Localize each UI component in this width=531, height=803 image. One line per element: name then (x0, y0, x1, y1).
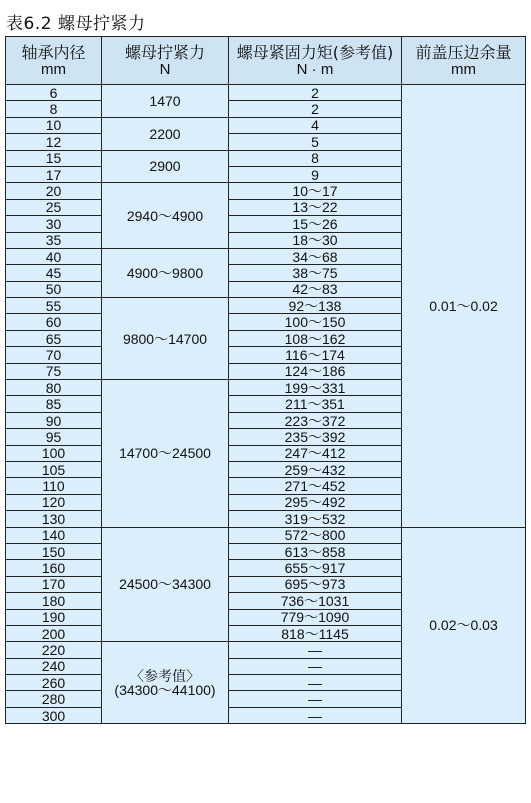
tightening-force-cell (102, 85, 229, 118)
bore-diameter-cell: 65 (6, 330, 102, 346)
bore-diameter-cell: 75 (6, 363, 102, 379)
table-header (6, 37, 526, 85)
bore-diameter-cell: 240 (6, 658, 102, 674)
bore-diameter-cell: 150 (6, 543, 102, 559)
header-label: 前盖压边余量 (415, 42, 512, 62)
bore-diameter-cell: 25 (6, 199, 102, 215)
header-bore-diameter (6, 37, 102, 85)
cover-margin-cell: 0.01～0.02 (402, 85, 526, 528)
bore-diameter-cell: 40 (6, 248, 102, 264)
torque-cell: 295～492 (229, 494, 402, 510)
tightening-force-cell (102, 642, 229, 724)
torque-cell: 247～412 (229, 445, 402, 461)
tightening-force-value: 〈参考值〉 (130, 667, 200, 684)
tightening-force-value: 14700～24500 (119, 445, 211, 462)
cover-margin-cell: 0.02～0.03 (402, 527, 526, 724)
torque-cell: 4 (229, 117, 402, 133)
bore-diameter-cell: 110 (6, 478, 102, 494)
header-torque (229, 37, 402, 85)
tightening-force-cell (102, 248, 229, 297)
torque-cell: 15～26 (229, 216, 402, 232)
tightening-force-value: 2940～4900 (126, 207, 204, 224)
torque-cell: 92～138 (229, 298, 402, 314)
bore-diameter-cell: 70 (6, 347, 102, 363)
bore-diameter-cell: 200 (6, 625, 102, 641)
torque-cell: 211～351 (229, 396, 402, 412)
table-caption: 表6.2 螺母拧紧力 (6, 14, 146, 34)
header-label: 螺母拧紧力 (124, 42, 205, 62)
torque-cell: 779～1090 (229, 609, 402, 625)
bore-diameter-cell: 17 (6, 166, 102, 182)
tightening-force-value: 1470 (149, 92, 181, 109)
bore-diameter-cell: 260 (6, 675, 102, 691)
bore-diameter-cell: 140 (6, 527, 102, 543)
header-label: 螺母紧固力矩(参考值) (236, 42, 394, 62)
torque-cell: 259～432 (229, 461, 402, 477)
nut-tightening-table (5, 36, 526, 724)
bore-diameter-cell: 60 (6, 314, 102, 330)
bore-diameter-cell: 95 (6, 429, 102, 445)
bore-diameter-cell: 30 (6, 216, 102, 232)
bore-diameter-cell: 160 (6, 560, 102, 576)
tightening-force-value: (34300～44100) (114, 681, 216, 698)
bore-diameter-cell: 280 (6, 691, 102, 707)
torque-cell: — (229, 658, 402, 674)
bore-diameter-cell: 190 (6, 609, 102, 625)
torque-cell: 13～22 (229, 199, 402, 215)
bore-diameter-cell: 170 (6, 576, 102, 592)
bore-diameter-cell: 120 (6, 494, 102, 510)
torque-cell: 736～1031 (229, 593, 402, 609)
torque-cell: — (229, 691, 402, 707)
bore-diameter-cell: 55 (6, 298, 102, 314)
torque-cell: — (229, 707, 402, 723)
torque-cell: 572～800 (229, 527, 402, 543)
table-body (6, 85, 526, 724)
bore-diameter-cell: 10 (6, 117, 102, 133)
bore-diameter-cell: 300 (6, 707, 102, 723)
bore-diameter-cell: 80 (6, 380, 102, 396)
tightening-force-cell (102, 150, 229, 183)
header-unit: N (159, 60, 171, 78)
torque-cell: 8 (229, 150, 402, 166)
torque-cell: 42～83 (229, 281, 402, 297)
torque-cell: 613～858 (229, 543, 402, 559)
torque-cell: 199～331 (229, 380, 402, 396)
tightening-force-cell (102, 117, 229, 150)
torque-cell: 2 (229, 85, 402, 101)
bore-diameter-cell: 8 (6, 101, 102, 117)
header-unit: mm (451, 60, 476, 78)
tightening-force-value: 2200 (149, 125, 181, 142)
bore-diameter-cell: 20 (6, 183, 102, 199)
torque-cell: 319～532 (229, 511, 402, 527)
tightening-force-value: 4900～9800 (126, 264, 204, 281)
torque-cell: 9 (229, 166, 402, 182)
bore-diameter-cell: 45 (6, 265, 102, 281)
header-row (6, 37, 526, 85)
table-row (6, 85, 526, 101)
tightening-force-cell (102, 380, 229, 528)
tightening-force-value: 2900 (149, 158, 181, 175)
tightening-force-cell (102, 183, 229, 249)
bore-diameter-cell: 90 (6, 412, 102, 428)
header-label: 轴承内径 (21, 42, 86, 62)
torque-cell: 818～1145 (229, 625, 402, 641)
torque-cell: 100～150 (229, 314, 402, 330)
torque-cell: 38～75 (229, 265, 402, 281)
torque-cell: 2 (229, 101, 402, 117)
bore-diameter-cell: 100 (6, 445, 102, 461)
torque-cell: 271～452 (229, 478, 402, 494)
bore-diameter-cell: 85 (6, 396, 102, 412)
tightening-force-value: 24500～34300 (119, 576, 211, 593)
torque-cell: 34～68 (229, 248, 402, 264)
tightening-force-value: 9800～14700 (122, 330, 208, 347)
torque-cell: 116～174 (229, 347, 402, 363)
torque-cell: — (229, 675, 402, 691)
bore-diameter-cell: 6 (6, 85, 102, 101)
tightening-force-cell (102, 527, 229, 642)
table-row (6, 527, 526, 543)
torque-cell: 124～186 (229, 363, 402, 379)
torque-cell: 223～372 (229, 412, 402, 428)
bore-diameter-cell: 180 (6, 593, 102, 609)
bore-diameter-cell: 105 (6, 461, 102, 477)
header-unit: mm (41, 60, 66, 78)
torque-cell: 235～392 (229, 429, 402, 445)
torque-cell: 695～973 (229, 576, 402, 592)
bore-diameter-cell: 50 (6, 281, 102, 297)
bore-diameter-cell: 12 (6, 134, 102, 150)
torque-cell: 18～30 (229, 232, 402, 248)
torque-cell: 108～162 (229, 330, 402, 346)
bore-diameter-cell: 15 (6, 150, 102, 166)
torque-cell: — (229, 642, 402, 658)
torque-cell: 5 (229, 134, 402, 150)
bore-diameter-cell: 35 (6, 232, 102, 248)
header-cover-margin (402, 37, 526, 85)
bore-diameter-cell: 130 (6, 511, 102, 527)
torque-cell: 655～917 (229, 560, 402, 576)
header-unit: N · m (296, 60, 334, 78)
header-tightening-force (102, 37, 229, 85)
nut-tightening-table-container (5, 36, 525, 799)
bore-diameter-cell: 220 (6, 642, 102, 658)
tightening-force-cell (102, 298, 229, 380)
torque-cell: 10～17 (229, 183, 402, 199)
